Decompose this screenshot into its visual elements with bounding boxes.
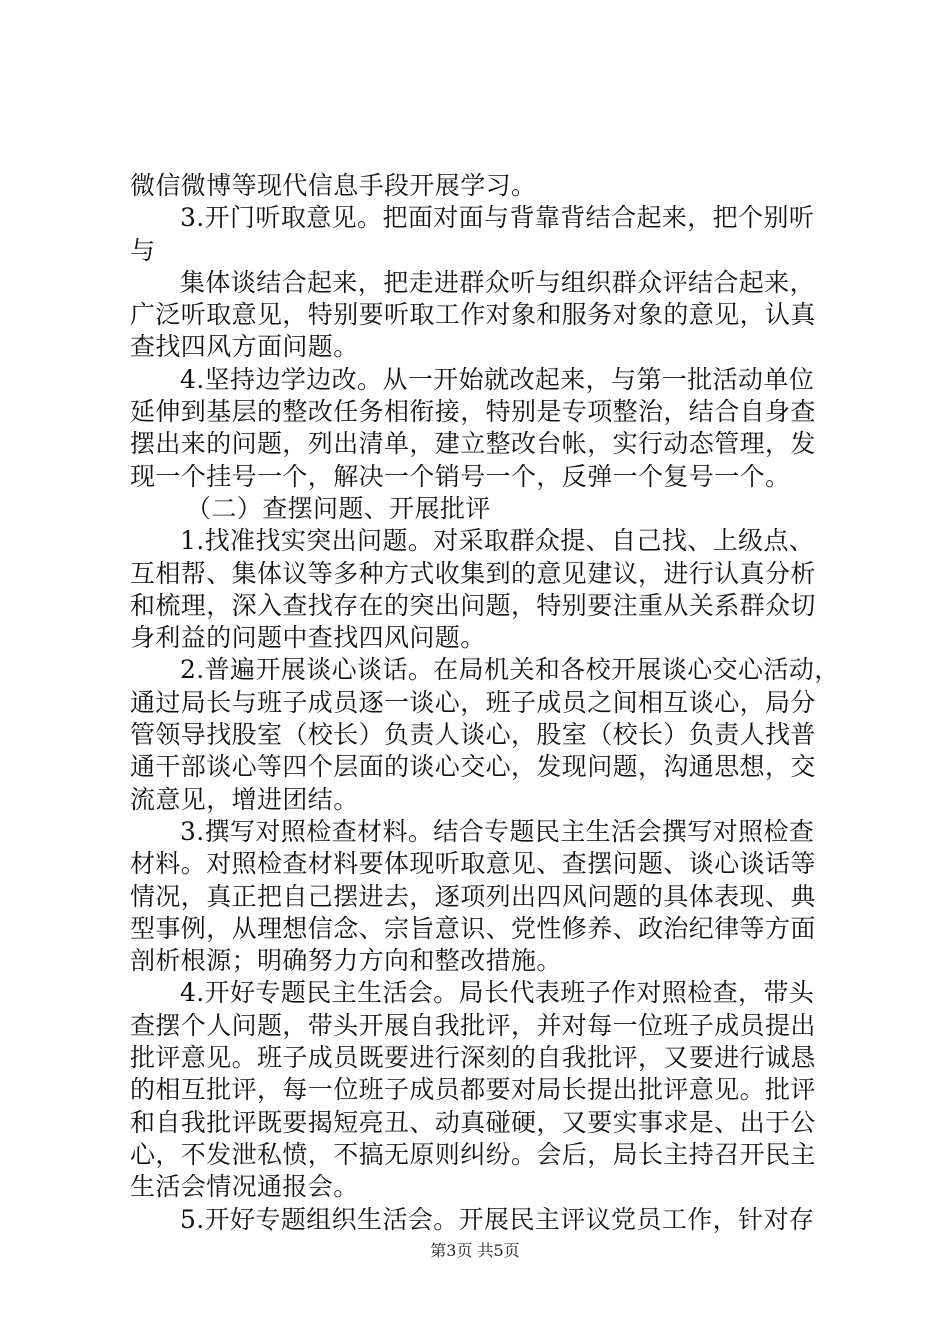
text-line: 通干部谈心等四个层面的谈心交心，发现问题，沟通思想，交 (130, 752, 816, 782)
text-line: 批评意见。班子成员既要进行深刻的自我批评，又要进行诚恳 (130, 1043, 816, 1073)
text-line: 查找四风方面问题。 (130, 332, 359, 362)
text-line: 互相帮、集体议等多种方式收集到的意见建议，进行认真分析 (130, 558, 816, 588)
text-line: 现一个挂号一个，解决一个销号一个，反弹一个复号一个。 (130, 461, 791, 491)
text-line: 2.普遍开展谈心谈话。在局机关和各校开展谈心交心活动， (180, 655, 840, 685)
text-line: 广泛听取意见，特别要听取工作对象和服务对象的意见，认真 (130, 300, 816, 330)
text-line: 4.开好专题民主生活会。局长代表班子作对照检查，带头 (180, 978, 815, 1008)
text-line: 3.撰写对照检查材料。结合专题民主生活会撰写对照检查 (180, 816, 815, 846)
text-line: 流意见，增进团结。 (130, 784, 359, 814)
text-line: 材料。对照检查材料要体现听取意见、查摆问题、谈心谈话等 (130, 849, 816, 879)
page-footer: 第3页 共5页 (430, 1241, 520, 1260)
text-line: 1.找准找实突出问题。对采取群众提、自己找、上级点、 (180, 526, 815, 556)
text-line: 情况，真正把自己摆进去，逐项列出四风问题的具体表现、典 (130, 881, 816, 911)
text-line: 和自我批评既要揭短亮丑、动真碰硬，又要实事求是、出于公 (130, 1107, 816, 1137)
text-line: 生活会情况通报会。 (130, 1172, 359, 1202)
text-line: 身利益的问题中查找四风问题。 (130, 623, 486, 653)
text-line: 摆出来的问题，列出清单，建立整改台帐，实行动态管理，发 (130, 429, 816, 459)
text-line: 剖析根源；明确努力方向和整改措施。 (130, 946, 562, 976)
text-line: 微信微博等现代信息手段开展学习。 (130, 171, 537, 200)
text-line: 心，不发泄私愤，不搞无原则纠纷。会后，局长主持召开民主 (130, 1139, 816, 1169)
text-line: 的相互批评，每一位班子成员都要对局长提出批评意见。批评 (130, 1075, 816, 1105)
text-line: （二）查摆问题、开展批评 (186, 493, 491, 523)
text-line: 查摆个人问题，带头开展自我批评，并对每一位班子成员提出 (130, 1010, 816, 1040)
text-line: 延伸到基层的整改任务相衔接，特别是专项整治，结合自身查 (130, 397, 816, 427)
text-line: 3.开门听取意见。把面对面与背靠背结合起来，把个别听 (180, 203, 815, 233)
text-line: 和梳理，深入查找存在的突出问题，特别要注重从关系群众切 (130, 590, 816, 620)
document-body (130, 170, 840, 1236)
text-line: 型事例，从理想信念、宗旨意识、党性修养、政治纪律等方面 (130, 913, 816, 943)
text-line: 管领导找股室（校长）负责人谈心，股室（校长）负责人找普 (130, 720, 816, 750)
text-line: 5.开好专题组织生活会。开展民主评议党员工作，针对存 (180, 1204, 815, 1234)
text-line: 4.坚持边学边改。从一开始就改起来，与第一批活动单位 (180, 364, 815, 394)
text-line: 与 (130, 235, 156, 265)
text-line: 通过局长与班子成员逐一谈心，班子成员之间相互谈心，局分 (130, 687, 816, 717)
text-line: 集体谈结合起来，把走进群众听与组织群众评结合起来， (180, 267, 816, 297)
